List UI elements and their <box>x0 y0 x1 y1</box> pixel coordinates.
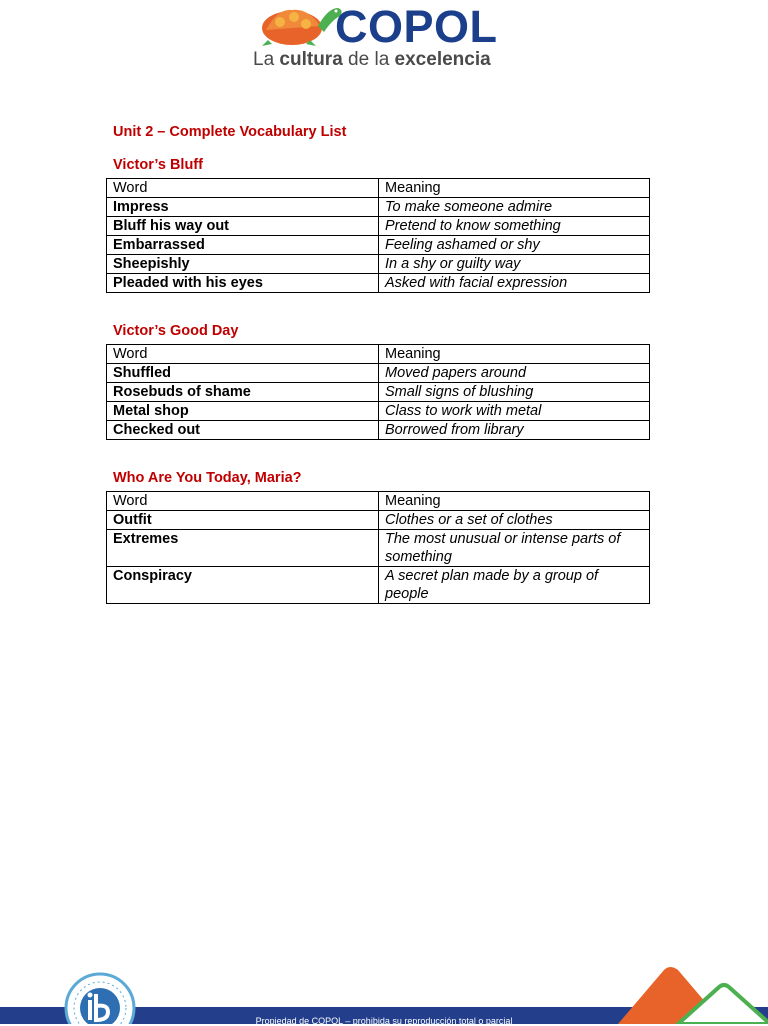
vocab-table-victors-bluff <box>106 178 650 293</box>
vocab-meaning: Class to work with metal <box>379 402 650 421</box>
table-row <box>107 236 650 255</box>
section-title-victors-good-day: Victor’s Good Day <box>113 323 239 339</box>
vocab-meaning: Moved papers around <box>379 364 650 383</box>
vocab-word: Sheepishly <box>107 255 379 274</box>
vocab-meaning: Borrowed from library <box>379 421 650 440</box>
vocab-meaning: Asked with facial expression <box>379 274 650 293</box>
column-header-meaning: Meaning <box>379 492 650 511</box>
table-row <box>107 421 650 440</box>
table-row <box>107 402 650 421</box>
vocab-meaning: A secret plan made by a group of people <box>379 567 650 604</box>
column-header-word: Word <box>107 345 379 364</box>
column-header-word: Word <box>107 492 379 511</box>
table-row <box>107 255 650 274</box>
vocab-meaning: Small signs of blushing <box>379 383 650 402</box>
vocab-word: Conspiracy <box>107 567 379 604</box>
brand-name: COPOL <box>335 1 498 52</box>
column-header-word: Word <box>107 179 379 198</box>
vocab-word: Pleaded with his eyes <box>107 274 379 293</box>
turtle-logo-icon <box>258 2 346 46</box>
vocab-word: Outfit <box>107 511 379 530</box>
footer-text: Propiedad de COPOL – prohibida su reproducción total o parcial <box>255 1016 513 1026</box>
table-row <box>107 274 650 293</box>
vocab-word: Checked out <box>107 421 379 440</box>
section-title-who-are-you-today-maria: Who Are You Today, Maria? <box>113 470 302 486</box>
table-row <box>107 198 650 217</box>
table-header-row <box>107 492 650 511</box>
vocab-meaning: To make someone admire <box>379 198 650 217</box>
column-header-meaning: Meaning <box>379 345 650 364</box>
table-row <box>107 530 650 567</box>
vocab-word: Rosebuds of shame <box>107 383 379 402</box>
copol-logo <box>253 2 515 72</box>
vocab-meaning: Feeling ashamed or shy <box>379 236 650 255</box>
vocab-table-who-are-you-today-maria <box>106 491 650 604</box>
vocab-word: Extremes <box>107 530 379 567</box>
vocab-word: Metal shop <box>107 402 379 421</box>
ib-world-school-logo-icon <box>62 970 138 1024</box>
table-row <box>107 567 650 604</box>
brand-tagline: La cultura de la excelencia <box>253 49 491 70</box>
section-title-victors-bluff: Victor’s Bluff <box>113 157 203 173</box>
vocab-table-victors-good-day <box>106 344 650 440</box>
vocab-word: Shuffled <box>107 364 379 383</box>
vocab-word: Embarrassed <box>107 236 379 255</box>
table-row <box>107 364 650 383</box>
table-row <box>107 511 650 530</box>
corner-decoration-icon <box>606 962 768 1024</box>
vocab-meaning: In a shy or guilty way <box>379 255 650 274</box>
table-row <box>107 383 650 402</box>
vocab-meaning: The most unusual or intense parts of something <box>379 530 650 567</box>
column-header-meaning: Meaning <box>379 179 650 198</box>
table-header-row <box>107 345 650 364</box>
vocab-word: Bluff his way out <box>107 217 379 236</box>
vocab-meaning: Pretend to know something <box>379 217 650 236</box>
vocab-meaning: Clothes or a set of clothes <box>379 511 650 530</box>
table-header-row <box>107 179 650 198</box>
table-row <box>107 217 650 236</box>
document-title: Unit 2 – Complete Vocabulary List <box>113 124 347 140</box>
vocab-word: Impress <box>107 198 379 217</box>
